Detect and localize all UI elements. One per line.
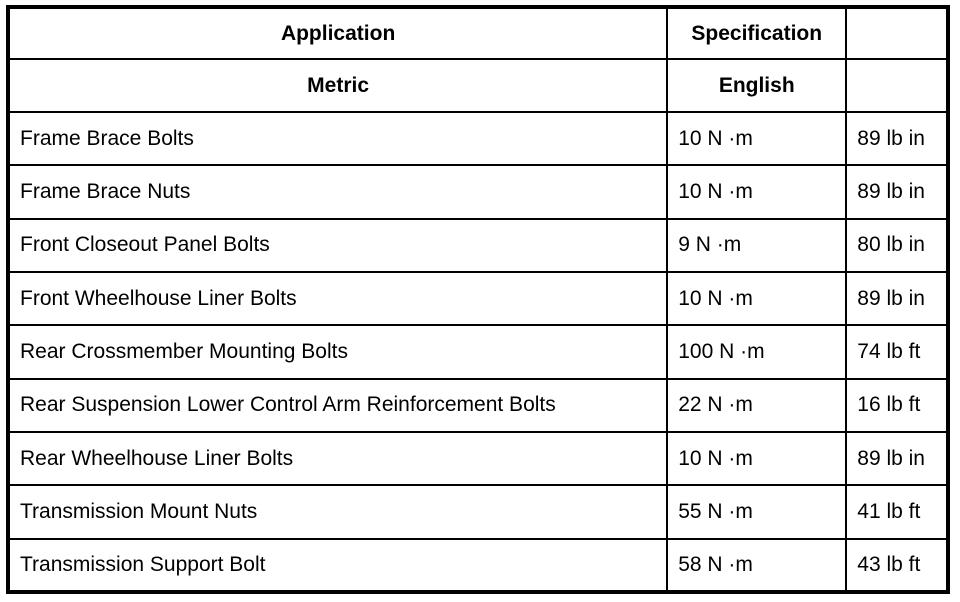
table-row xyxy=(8,325,948,378)
header-row-primary xyxy=(8,7,948,59)
table-header xyxy=(8,7,948,112)
application-cell: Rear Wheelhouse Liner Bolts xyxy=(8,432,667,485)
header-application: Application xyxy=(8,7,667,59)
english-value-cell: 89 lb in xyxy=(846,112,948,165)
application-cell: Front Wheelhouse Liner Bolts xyxy=(8,272,667,325)
table-row xyxy=(8,272,948,325)
english-value-cell: 41 lb ft xyxy=(846,485,948,538)
english-value-cell: 43 lb ft xyxy=(846,539,948,592)
header-metric: Metric xyxy=(8,59,667,112)
header-empty-cell xyxy=(846,59,948,112)
english-value-cell: 89 lb in xyxy=(846,272,948,325)
fastener-specification-table xyxy=(6,5,950,594)
application-cell: Rear Crossmember Mounting Bolts xyxy=(8,325,667,378)
metric-value-cell: 10 N ·m xyxy=(667,432,846,485)
table-row xyxy=(8,219,948,272)
metric-value-cell: 10 N ·m xyxy=(667,165,846,218)
application-cell: Frame Brace Nuts xyxy=(8,165,667,218)
english-value-cell: 89 lb in xyxy=(846,165,948,218)
header-row-secondary xyxy=(8,59,948,112)
english-value-cell: 89 lb in xyxy=(846,432,948,485)
metric-value-cell: 100 N ·m xyxy=(667,325,846,378)
application-cell: Frame Brace Bolts xyxy=(8,112,667,165)
table-body xyxy=(8,112,948,592)
table-row xyxy=(8,485,948,538)
metric-value-cell: 9 N ·m xyxy=(667,219,846,272)
application-cell: Front Closeout Panel Bolts xyxy=(8,219,667,272)
english-value-cell: 16 lb ft xyxy=(846,379,948,432)
table-row xyxy=(8,112,948,165)
metric-value-cell: 22 N ·m xyxy=(667,379,846,432)
english-value-cell: 74 lb ft xyxy=(846,325,948,378)
metric-value-cell: 10 N ·m xyxy=(667,112,846,165)
table-row xyxy=(8,539,948,592)
application-cell: Transmission Mount Nuts xyxy=(8,485,667,538)
metric-value-cell: 55 N ·m xyxy=(667,485,846,538)
header-english: English xyxy=(667,59,846,112)
table-row xyxy=(8,165,948,218)
english-value-cell: 80 lb in xyxy=(846,219,948,272)
table-row xyxy=(8,379,948,432)
header-empty-cell xyxy=(846,7,948,59)
metric-value-cell: 10 N ·m xyxy=(667,272,846,325)
table-row xyxy=(8,432,948,485)
application-cell: Rear Suspension Lower Control Arm Reinforcement Bolts xyxy=(8,379,667,432)
metric-value-cell: 58 N ·m xyxy=(667,539,846,592)
application-cell: Transmission Support Bolt xyxy=(8,539,667,592)
header-specification: Specification xyxy=(667,7,846,59)
